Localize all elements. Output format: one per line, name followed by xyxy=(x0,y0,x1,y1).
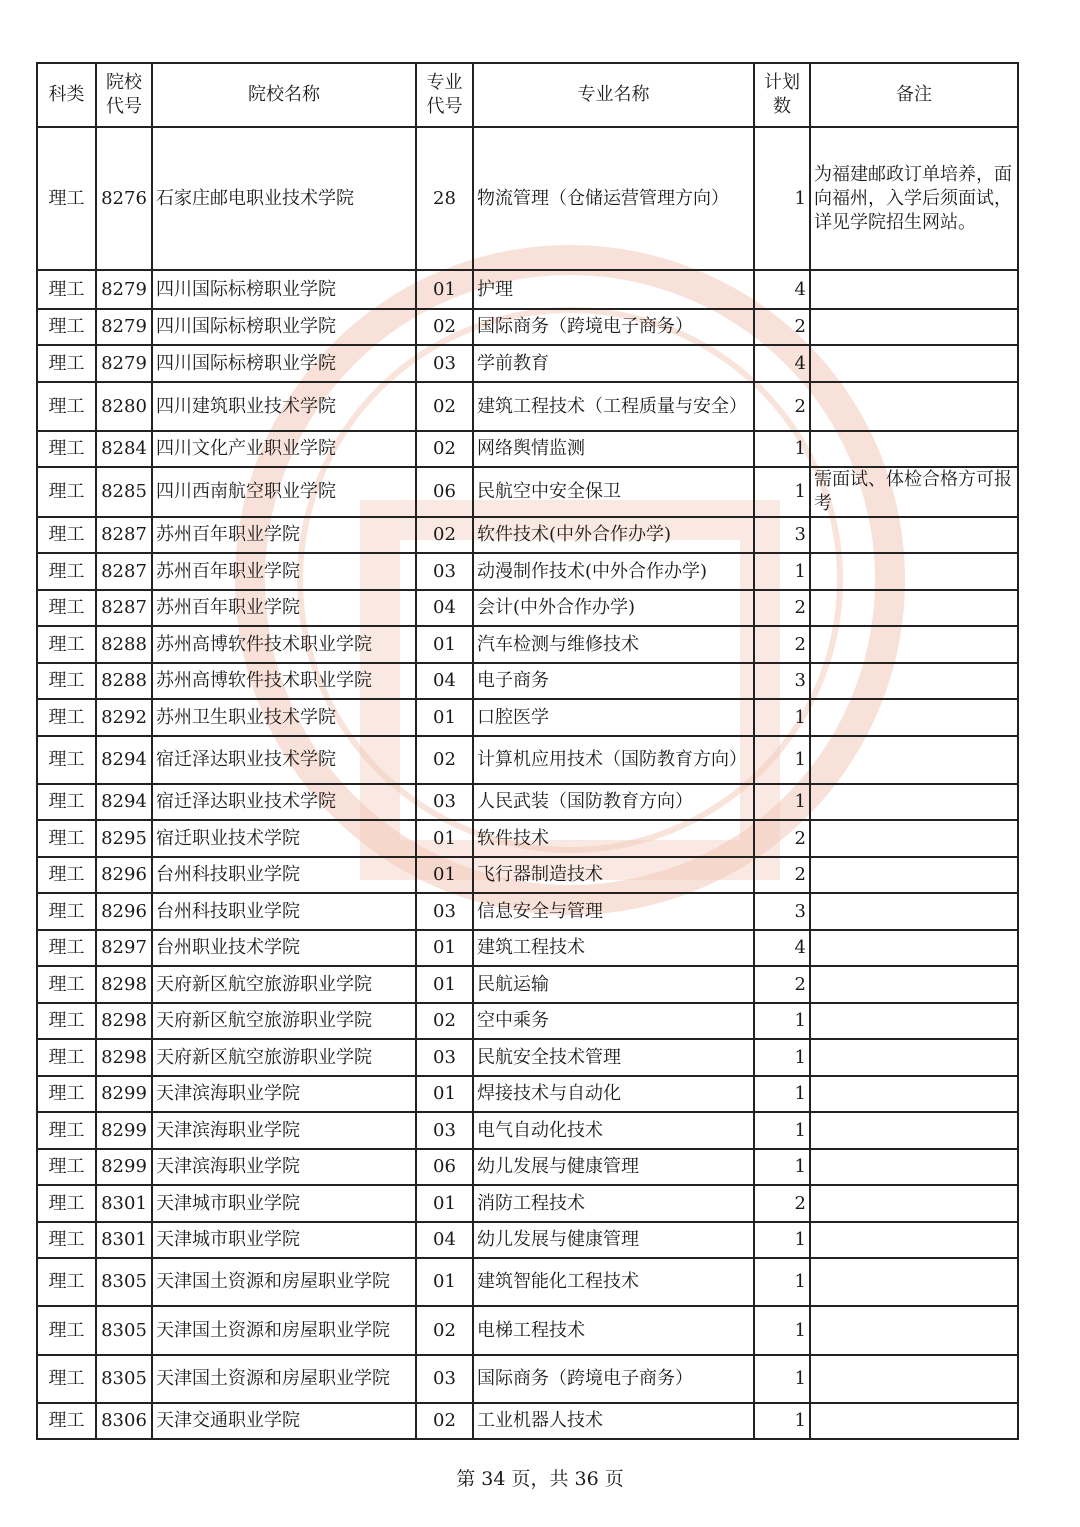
cell-plan-count: 2 xyxy=(754,309,810,345)
cell-school-name: 四川国际标榜职业学院 xyxy=(152,309,416,345)
table-row xyxy=(37,467,1018,517)
cell-school-code: 8301 xyxy=(96,1222,152,1258)
cell-plan-count: 3 xyxy=(754,517,810,553)
cell-school-code: 8294 xyxy=(96,784,152,820)
cell-major-name: 空中乘务 xyxy=(473,1003,754,1039)
cell-remarks xyxy=(810,820,1018,857)
cell-school-name: 天津国土资源和房屋职业学院 xyxy=(152,1306,416,1355)
table-row xyxy=(37,663,1018,699)
cell-remarks xyxy=(810,626,1018,663)
cell-major-name: 建筑智能化工程技术 xyxy=(473,1258,754,1306)
cell-school-code: 8279 xyxy=(96,270,152,309)
cell-school-name: 苏州高博软件技术职业学院 xyxy=(152,663,416,699)
cell-school-name: 四川国际标榜职业学院 xyxy=(152,345,416,382)
table-row xyxy=(37,382,1018,431)
cell-remarks xyxy=(810,431,1018,467)
cell-plan-count: 1 xyxy=(754,1222,810,1258)
table-row xyxy=(37,1355,1018,1403)
cell-school-name: 天津滨海职业学院 xyxy=(152,1149,416,1185)
cell-plan-count: 1 xyxy=(754,1112,810,1149)
cell-category: 理工 xyxy=(37,857,96,893)
cell-major-code: 02 xyxy=(416,431,473,467)
table-row xyxy=(37,784,1018,820)
table-row xyxy=(37,309,1018,345)
cell-school-code: 8301 xyxy=(96,1185,152,1222)
table-row xyxy=(37,966,1018,1003)
cell-major-name: 建筑工程技术（工程质量与安全） xyxy=(473,382,754,431)
cell-remarks xyxy=(810,1112,1018,1149)
cell-school-code: 8276 xyxy=(96,127,152,270)
cell-remarks xyxy=(810,663,1018,699)
cell-school-name: 天府新区航空旅游职业学院 xyxy=(152,1003,416,1039)
cell-school-name: 天府新区航空旅游职业学院 xyxy=(152,1039,416,1076)
cell-major-name: 汽车检测与维修技术 xyxy=(473,626,754,663)
cell-remarks xyxy=(810,893,1018,930)
cell-school-code: 8297 xyxy=(96,930,152,966)
cell-major-code: 01 xyxy=(416,1076,473,1112)
cell-school-code: 8305 xyxy=(96,1306,152,1355)
cell-major-code: 04 xyxy=(416,1222,473,1258)
page-number: 第 34 页，共 36 页 xyxy=(456,1468,624,1490)
cell-major-name: 民航安全技术管理 xyxy=(473,1039,754,1076)
cell-major-code: 03 xyxy=(416,1355,473,1403)
cell-school-code: 8280 xyxy=(96,382,152,431)
cell-category: 理工 xyxy=(37,699,96,736)
cell-school-code: 8287 xyxy=(96,553,152,590)
cell-major-code: 01 xyxy=(416,270,473,309)
cell-plan-count: 4 xyxy=(754,930,810,966)
cell-major-code: 04 xyxy=(416,663,473,699)
cell-plan-count: 1 xyxy=(754,1403,810,1439)
cell-school-name: 天津城市职业学院 xyxy=(152,1185,416,1222)
cell-school-name: 四川文化产业职业学院 xyxy=(152,431,416,467)
table-row xyxy=(37,1076,1018,1112)
cell-category: 理工 xyxy=(37,663,96,699)
cell-remarks xyxy=(810,517,1018,553)
table-row xyxy=(37,736,1018,784)
cell-major-name: 信息安全与管理 xyxy=(473,893,754,930)
cell-school-code: 8285 xyxy=(96,467,152,517)
cell-category: 理工 xyxy=(37,1112,96,1149)
cell-major-name: 口腔医学 xyxy=(473,699,754,736)
cell-category: 理工 xyxy=(37,467,96,517)
cell-major-code: 01 xyxy=(416,966,473,1003)
cell-plan-count: 2 xyxy=(754,966,810,1003)
cell-plan-count: 2 xyxy=(754,590,810,626)
cell-major-code: 02 xyxy=(416,736,473,784)
cell-major-code: 06 xyxy=(416,467,473,517)
cell-category: 理工 xyxy=(37,1306,96,1355)
cell-major-name: 民航运输 xyxy=(473,966,754,1003)
cell-remarks xyxy=(810,736,1018,784)
cell-plan-count: 1 xyxy=(754,1149,810,1185)
cell-major-code: 01 xyxy=(416,1258,473,1306)
cell-plan-count: 1 xyxy=(754,1355,810,1403)
cell-major-code: 03 xyxy=(416,1112,473,1149)
cell-remarks xyxy=(810,1306,1018,1355)
cell-category: 理工 xyxy=(37,553,96,590)
table-row xyxy=(37,553,1018,590)
cell-school-name: 苏州卫生职业技术学院 xyxy=(152,699,416,736)
cell-remarks xyxy=(810,1355,1018,1403)
table-row xyxy=(37,1403,1018,1439)
cell-plan-count: 1 xyxy=(754,553,810,590)
cell-major-name: 民航空中安全保卫 xyxy=(473,467,754,517)
table-row xyxy=(37,1306,1018,1355)
cell-category: 理工 xyxy=(37,1003,96,1039)
cell-school-name: 苏州百年职业学院 xyxy=(152,517,416,553)
cell-major-code: 06 xyxy=(416,1149,473,1185)
cell-school-name: 天津国土资源和房屋职业学院 xyxy=(152,1355,416,1403)
cell-plan-count: 2 xyxy=(754,857,810,893)
cell-school-code: 8299 xyxy=(96,1149,152,1185)
cell-school-name: 四川西南航空职业学院 xyxy=(152,467,416,517)
table-row xyxy=(37,893,1018,930)
cell-plan-count: 1 xyxy=(754,736,810,784)
cell-major-code: 01 xyxy=(416,1185,473,1222)
cell-school-code: 8287 xyxy=(96,517,152,553)
cell-major-code: 02 xyxy=(416,1403,473,1439)
table-row xyxy=(37,626,1018,663)
cell-major-name: 焊接技术与自动化 xyxy=(473,1076,754,1112)
cell-major-name: 幼儿发展与健康管理 xyxy=(473,1149,754,1185)
cell-major-code: 01 xyxy=(416,857,473,893)
cell-school-code: 8288 xyxy=(96,626,152,663)
cell-school-name: 四川建筑职业技术学院 xyxy=(152,382,416,431)
header-major-name: 专业名称 xyxy=(473,63,754,127)
cell-remarks xyxy=(810,382,1018,431)
cell-remarks xyxy=(810,1258,1018,1306)
cell-school-name: 天津交通职业学院 xyxy=(152,1403,416,1439)
cell-remarks xyxy=(810,699,1018,736)
cell-major-name: 网络舆情监测 xyxy=(473,431,754,467)
cell-school-code: 8292 xyxy=(96,699,152,736)
table-row xyxy=(37,1185,1018,1222)
table-row xyxy=(37,930,1018,966)
cell-category: 理工 xyxy=(37,1355,96,1403)
cell-school-name: 台州职业技术学院 xyxy=(152,930,416,966)
cell-plan-count: 2 xyxy=(754,1185,810,1222)
cell-plan-count: 1 xyxy=(754,467,810,517)
cell-school-code: 8284 xyxy=(96,431,152,467)
cell-school-code: 8298 xyxy=(96,1039,152,1076)
cell-school-name: 四川国际标榜职业学院 xyxy=(152,270,416,309)
cell-remarks: 需面试、体检合格方可报考 xyxy=(810,467,1018,517)
cell-school-name: 天府新区航空旅游职业学院 xyxy=(152,966,416,1003)
table-row xyxy=(37,431,1018,467)
enrollment-plan-table xyxy=(36,62,1019,1440)
cell-school-code: 8294 xyxy=(96,736,152,784)
cell-school-code: 8295 xyxy=(96,820,152,857)
cell-major-code: 03 xyxy=(416,893,473,930)
cell-major-name: 计算机应用技术（国防教育方向） xyxy=(473,736,754,784)
cell-major-code: 02 xyxy=(416,517,473,553)
cell-category: 理工 xyxy=(37,820,96,857)
cell-remarks xyxy=(810,930,1018,966)
cell-category: 理工 xyxy=(37,270,96,309)
cell-major-code: 01 xyxy=(416,626,473,663)
cell-major-name: 学前教育 xyxy=(473,345,754,382)
cell-school-code: 8288 xyxy=(96,663,152,699)
cell-major-name: 电气自动化技术 xyxy=(473,1112,754,1149)
cell-school-name: 苏州高博软件技术职业学院 xyxy=(152,626,416,663)
cell-category: 理工 xyxy=(37,893,96,930)
cell-remarks xyxy=(810,784,1018,820)
cell-remarks xyxy=(810,1003,1018,1039)
cell-plan-count: 3 xyxy=(754,663,810,699)
cell-category: 理工 xyxy=(37,431,96,467)
cell-plan-count: 2 xyxy=(754,626,810,663)
cell-school-code: 8287 xyxy=(96,590,152,626)
header-school-code: 院校代号 xyxy=(96,63,152,127)
cell-major-name: 电梯工程技术 xyxy=(473,1306,754,1355)
cell-school-code: 8279 xyxy=(96,309,152,345)
cell-major-name: 国际商务（跨境电子商务） xyxy=(473,1355,754,1403)
cell-remarks xyxy=(810,270,1018,309)
cell-school-code: 8305 xyxy=(96,1258,152,1306)
cell-remarks xyxy=(810,1149,1018,1185)
cell-school-code: 8305 xyxy=(96,1355,152,1403)
cell-category: 理工 xyxy=(37,127,96,270)
cell-school-name: 台州科技职业学院 xyxy=(152,893,416,930)
cell-remarks xyxy=(810,966,1018,1003)
table-row xyxy=(37,1222,1018,1258)
cell-remarks xyxy=(810,590,1018,626)
cell-plan-count: 1 xyxy=(754,1306,810,1355)
cell-category: 理工 xyxy=(37,1185,96,1222)
cell-category: 理工 xyxy=(37,309,96,345)
cell-school-code: 8298 xyxy=(96,1003,152,1039)
cell-category: 理工 xyxy=(37,382,96,431)
cell-category: 理工 xyxy=(37,736,96,784)
table-row xyxy=(37,127,1018,270)
cell-school-code: 8299 xyxy=(96,1112,152,1149)
cell-category: 理工 xyxy=(37,1222,96,1258)
cell-school-name: 苏州百年职业学院 xyxy=(152,590,416,626)
cell-school-name: 天津城市职业学院 xyxy=(152,1222,416,1258)
cell-plan-count: 2 xyxy=(754,382,810,431)
cell-category: 理工 xyxy=(37,590,96,626)
cell-major-code: 28 xyxy=(416,127,473,270)
cell-major-name: 软件技术 xyxy=(473,820,754,857)
cell-school-name: 宿迁泽达职业技术学院 xyxy=(152,784,416,820)
cell-school-code: 8298 xyxy=(96,966,152,1003)
cell-major-name: 护理 xyxy=(473,270,754,309)
cell-remarks: 为福建邮政订单培养，面向福州，入学后须面试，详见学院招生网站。 xyxy=(810,127,1018,270)
cell-remarks xyxy=(810,345,1018,382)
cell-major-code: 02 xyxy=(416,382,473,431)
cell-major-name: 国际商务（跨境电子商务） xyxy=(473,309,754,345)
table-row xyxy=(37,1039,1018,1076)
cell-major-name: 工业机器人技术 xyxy=(473,1403,754,1439)
cell-plan-count: 1 xyxy=(754,784,810,820)
cell-category: 理工 xyxy=(37,517,96,553)
cell-category: 理工 xyxy=(37,1403,96,1439)
cell-category: 理工 xyxy=(37,1258,96,1306)
cell-remarks xyxy=(810,1039,1018,1076)
cell-plan-count: 1 xyxy=(754,699,810,736)
table-row xyxy=(37,857,1018,893)
cell-major-name: 消防工程技术 xyxy=(473,1185,754,1222)
cell-major-name: 软件技术(中外合作办学) xyxy=(473,517,754,553)
cell-plan-count: 1 xyxy=(754,1039,810,1076)
cell-major-name: 飞行器制造技术 xyxy=(473,857,754,893)
cell-school-name: 石家庄邮电职业技术学院 xyxy=(152,127,416,270)
cell-school-code: 8279 xyxy=(96,345,152,382)
cell-category: 理工 xyxy=(37,345,96,382)
cell-plan-count: 1 xyxy=(754,1076,810,1112)
cell-major-code: 03 xyxy=(416,553,473,590)
cell-category: 理工 xyxy=(37,966,96,1003)
header-school-name: 院校名称 xyxy=(152,63,416,127)
cell-category: 理工 xyxy=(37,1149,96,1185)
cell-major-name: 人民武装（国防教育方向） xyxy=(473,784,754,820)
cell-category: 理工 xyxy=(37,784,96,820)
cell-remarks xyxy=(810,309,1018,345)
cell-school-name: 宿迁泽达职业技术学院 xyxy=(152,736,416,784)
cell-plan-count: 1 xyxy=(754,1258,810,1306)
cell-major-name: 电子商务 xyxy=(473,663,754,699)
cell-plan-count: 1 xyxy=(754,431,810,467)
cell-plan-count: 4 xyxy=(754,345,810,382)
header-remarks: 备注 xyxy=(810,63,1018,127)
cell-plan-count: 4 xyxy=(754,270,810,309)
cell-major-code: 03 xyxy=(416,345,473,382)
header-plan-count: 计划数 xyxy=(754,63,810,127)
cell-school-name: 台州科技职业学院 xyxy=(152,857,416,893)
table-row xyxy=(37,820,1018,857)
cell-category: 理工 xyxy=(37,626,96,663)
cell-remarks xyxy=(810,1222,1018,1258)
cell-school-code: 8296 xyxy=(96,893,152,930)
cell-plan-count: 1 xyxy=(754,127,810,270)
cell-school-name: 宿迁职业技术学院 xyxy=(152,820,416,857)
cell-major-code: 01 xyxy=(416,699,473,736)
cell-remarks xyxy=(810,1403,1018,1439)
cell-school-name: 天津滨海职业学院 xyxy=(152,1112,416,1149)
table-row xyxy=(37,345,1018,382)
cell-plan-count: 1 xyxy=(754,1003,810,1039)
cell-school-name: 天津国土资源和房屋职业学院 xyxy=(152,1258,416,1306)
cell-major-name: 动漫制作技术(中外合作办学) xyxy=(473,553,754,590)
table-row xyxy=(37,590,1018,626)
cell-major-code: 04 xyxy=(416,590,473,626)
table-row xyxy=(37,517,1018,553)
cell-major-code: 02 xyxy=(416,1003,473,1039)
table-row xyxy=(37,270,1018,309)
cell-major-code: 01 xyxy=(416,930,473,966)
cell-major-name: 建筑工程技术 xyxy=(473,930,754,966)
cell-category: 理工 xyxy=(37,1039,96,1076)
cell-major-code: 03 xyxy=(416,784,473,820)
cell-category: 理工 xyxy=(37,1076,96,1112)
table-row xyxy=(37,1149,1018,1185)
cell-major-code: 02 xyxy=(416,309,473,345)
table-row xyxy=(37,1258,1018,1306)
cell-school-code: 8296 xyxy=(96,857,152,893)
cell-major-code: 02 xyxy=(416,1306,473,1355)
header-category: 科类 xyxy=(37,63,96,127)
cell-plan-count: 3 xyxy=(754,893,810,930)
cell-remarks xyxy=(810,1076,1018,1112)
cell-school-name: 苏州百年职业学院 xyxy=(152,553,416,590)
table-header-row xyxy=(37,63,1018,127)
cell-school-code: 8306 xyxy=(96,1403,152,1439)
cell-major-code: 03 xyxy=(416,1039,473,1076)
table-row xyxy=(37,1112,1018,1149)
cell-school-name: 天津滨海职业学院 xyxy=(152,1076,416,1112)
table-row xyxy=(37,1003,1018,1039)
cell-remarks xyxy=(810,1185,1018,1222)
header-major-code: 专业代号 xyxy=(416,63,473,127)
cell-major-code: 01 xyxy=(416,820,473,857)
cell-major-name: 会计(中外合作办学) xyxy=(473,590,754,626)
cell-plan-count: 2 xyxy=(754,820,810,857)
cell-remarks xyxy=(810,857,1018,893)
cell-major-name: 物流管理（仓储运营管理方向） xyxy=(473,127,754,270)
cell-category: 理工 xyxy=(37,930,96,966)
table-row xyxy=(37,699,1018,736)
cell-major-name: 幼儿发展与健康管理 xyxy=(473,1222,754,1258)
cell-remarks xyxy=(810,553,1018,590)
cell-school-code: 8299 xyxy=(96,1076,152,1112)
